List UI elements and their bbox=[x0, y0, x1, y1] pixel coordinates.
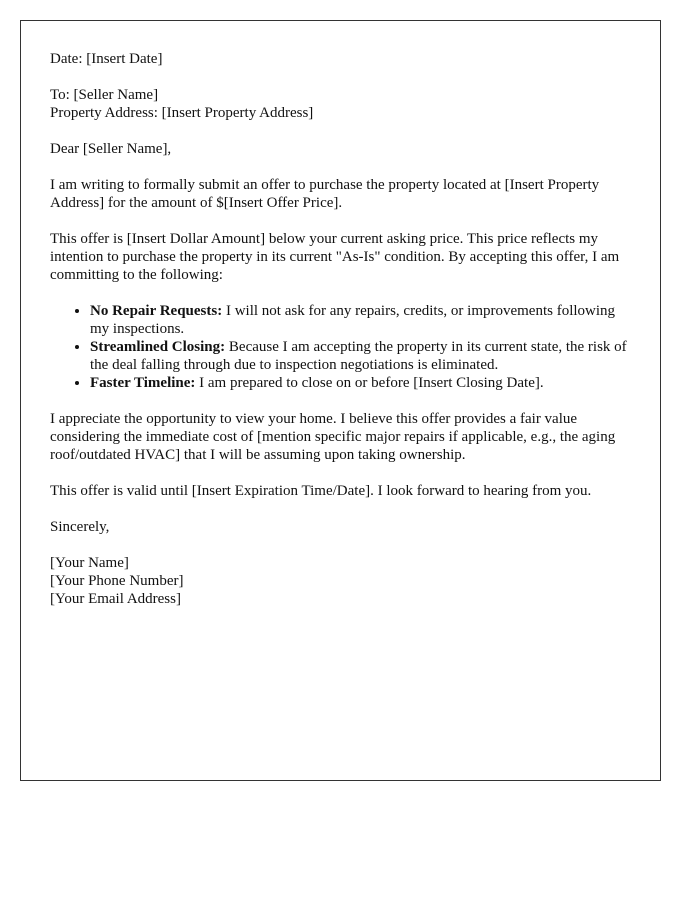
commitments-list bbox=[50, 302, 632, 392]
commitment-title: Faster Timeline: bbox=[90, 375, 196, 391]
commitment-text: I will not ask for any repairs, credits, or improvements following my inspections. bbox=[90, 303, 616, 337]
to-line: To: [Seller Name] bbox=[50, 87, 159, 103]
commitment-text: I am prepared to close on or before [Insert Closing Date]. bbox=[195, 375, 544, 391]
salutation: Dear [Seller Name], bbox=[50, 141, 172, 157]
date-line: Date: [Insert Date] bbox=[50, 51, 163, 67]
signature-phone: [Your Phone Number] bbox=[50, 573, 184, 589]
offer-paragraph: This offer is [Insert Dollar Amount] below your current asking price. This price reflects my intention to purchase the property in its current "As-Is" condition. By accepting this offer, I am committing to the following: bbox=[50, 231, 620, 283]
appreciation-paragraph: I appreciate the opportunity to view your home. I believe this offer provides a fair value considering the immediate cost of [mention specific major repairs if applicable, e.g., the aging roof/outdated HVAC] that I will be assuming upon taking ownership. bbox=[50, 411, 616, 463]
commitment-item bbox=[90, 374, 632, 392]
offer-letter bbox=[20, 20, 661, 781]
validity-paragraph: This offer is valid until [Insert Expiration Time/Date]. I look forward to hearing from you. bbox=[50, 483, 592, 499]
signature-name: [Your Name] bbox=[50, 555, 129, 571]
commitment-item bbox=[90, 338, 632, 374]
commitment-text: Because I am accepting the property in its current state, the risk of the deal falling through due to inspection negotiations is eliminated. bbox=[90, 339, 627, 373]
intro-paragraph: I am writing to formally submit an offer to purchase the property located at [Insert Property Address] for the amount of $[Insert Offer Price]. bbox=[50, 177, 600, 211]
signature-block bbox=[50, 554, 632, 608]
recipient-block bbox=[50, 86, 632, 122]
commitment-title: No Repair Requests: bbox=[90, 303, 223, 319]
signature-email: [Your Email Address] bbox=[50, 591, 181, 607]
commitment-title: Streamlined Closing: bbox=[90, 339, 226, 355]
commitment-item bbox=[90, 302, 632, 338]
property-address-line: Property Address: [Insert Property Address] bbox=[50, 105, 314, 121]
closing-line: Sincerely, bbox=[50, 519, 110, 535]
